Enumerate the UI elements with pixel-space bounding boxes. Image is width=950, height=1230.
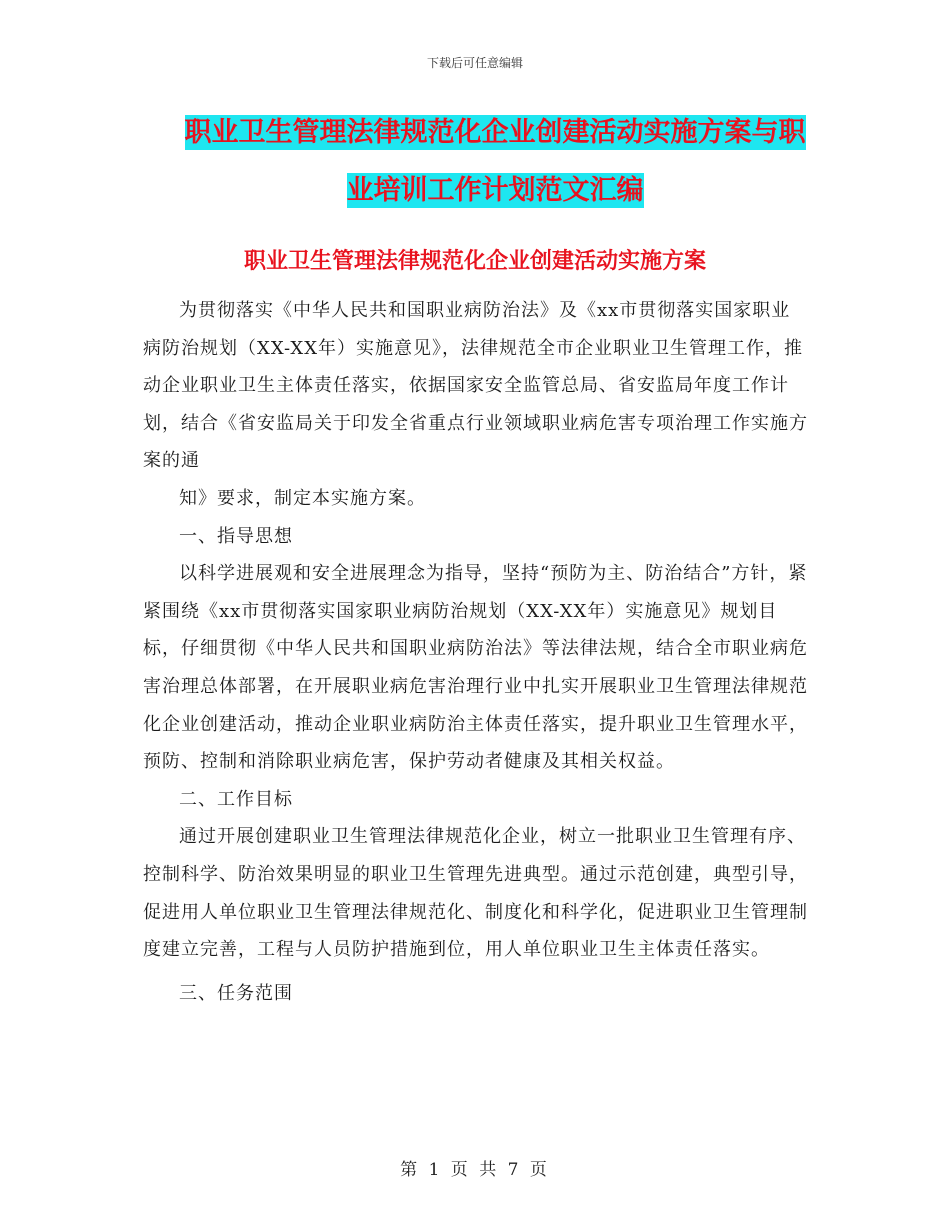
main-title <box>150 104 840 220</box>
section-title: 职业卫生管理法律规范化企业创建活动实施方案 <box>243 249 706 274</box>
header-note: 下载后可任意编辑 <box>426 56 523 70</box>
paragraph: 通过开展创建职业卫生管理法律规范化企业，树立一批职业卫生管理有序、控制科学、防治效果明显的职业卫生管理先进典型。通过示范创建，典型引导，促进用人单位职业卫生管理法律规范化、制度化和科学化，促进职业卫生管理制度建立完善，工程与人员防护措施到位，用人单位职业卫生主体责任落实。 <box>143 826 808 961</box>
page-footer: 第 1 页 共 7 页 <box>400 1160 550 1180</box>
paragraph: 知》要求，制定本实施方案。 <box>179 487 426 509</box>
body-text <box>143 292 808 1012</box>
paragraph: 以科学进展观和安全进展理念为指导，坚持“预防为主、防治结合”方针，紧紧围绕《xx市贯彻落实国家职业病防治规划（XX-XX年）实施意见》规划目标，仔细贯彻《中华人民共和国职业病防治法》等法律法规，结合全市职业病危害治理总体部署，在开展职业病危害治理行业中扎实开展职业卫生管理法律规范化企业创建活动，推动企业职业病防治主体责任落实，提升职业卫生管理水平，预防、控制和消除职业病危害，保护劳动者健康及其相关权益。 <box>143 563 808 773</box>
main-title-line2: 业培训工作计划范文汇编 <box>346 175 644 206</box>
main-title-line1: 职业卫生管理法律规范化企业创建活动实施方案与职 <box>184 117 806 148</box>
heading-task-scope: 三、任务范围 <box>179 982 293 1004</box>
heading-work-goals: 二、工作目标 <box>179 788 293 810</box>
heading-guiding-ideology: 一、指导思想 <box>179 525 293 547</box>
paragraph: 为贯彻落实《中华人民共和国职业病防治法》及《xx市贯彻落实国家职业病防治规划（XX-XX年）实施意见》，法律规范全市企业职业卫生管理工作，推动企业职业卫生主体责任落实，依据国家安全监管总局、省安监局年度工作计划，结合《省安监局关于印发全省重点行业领域职业病危害专项治理工作实施方案的通 <box>143 300 808 472</box>
